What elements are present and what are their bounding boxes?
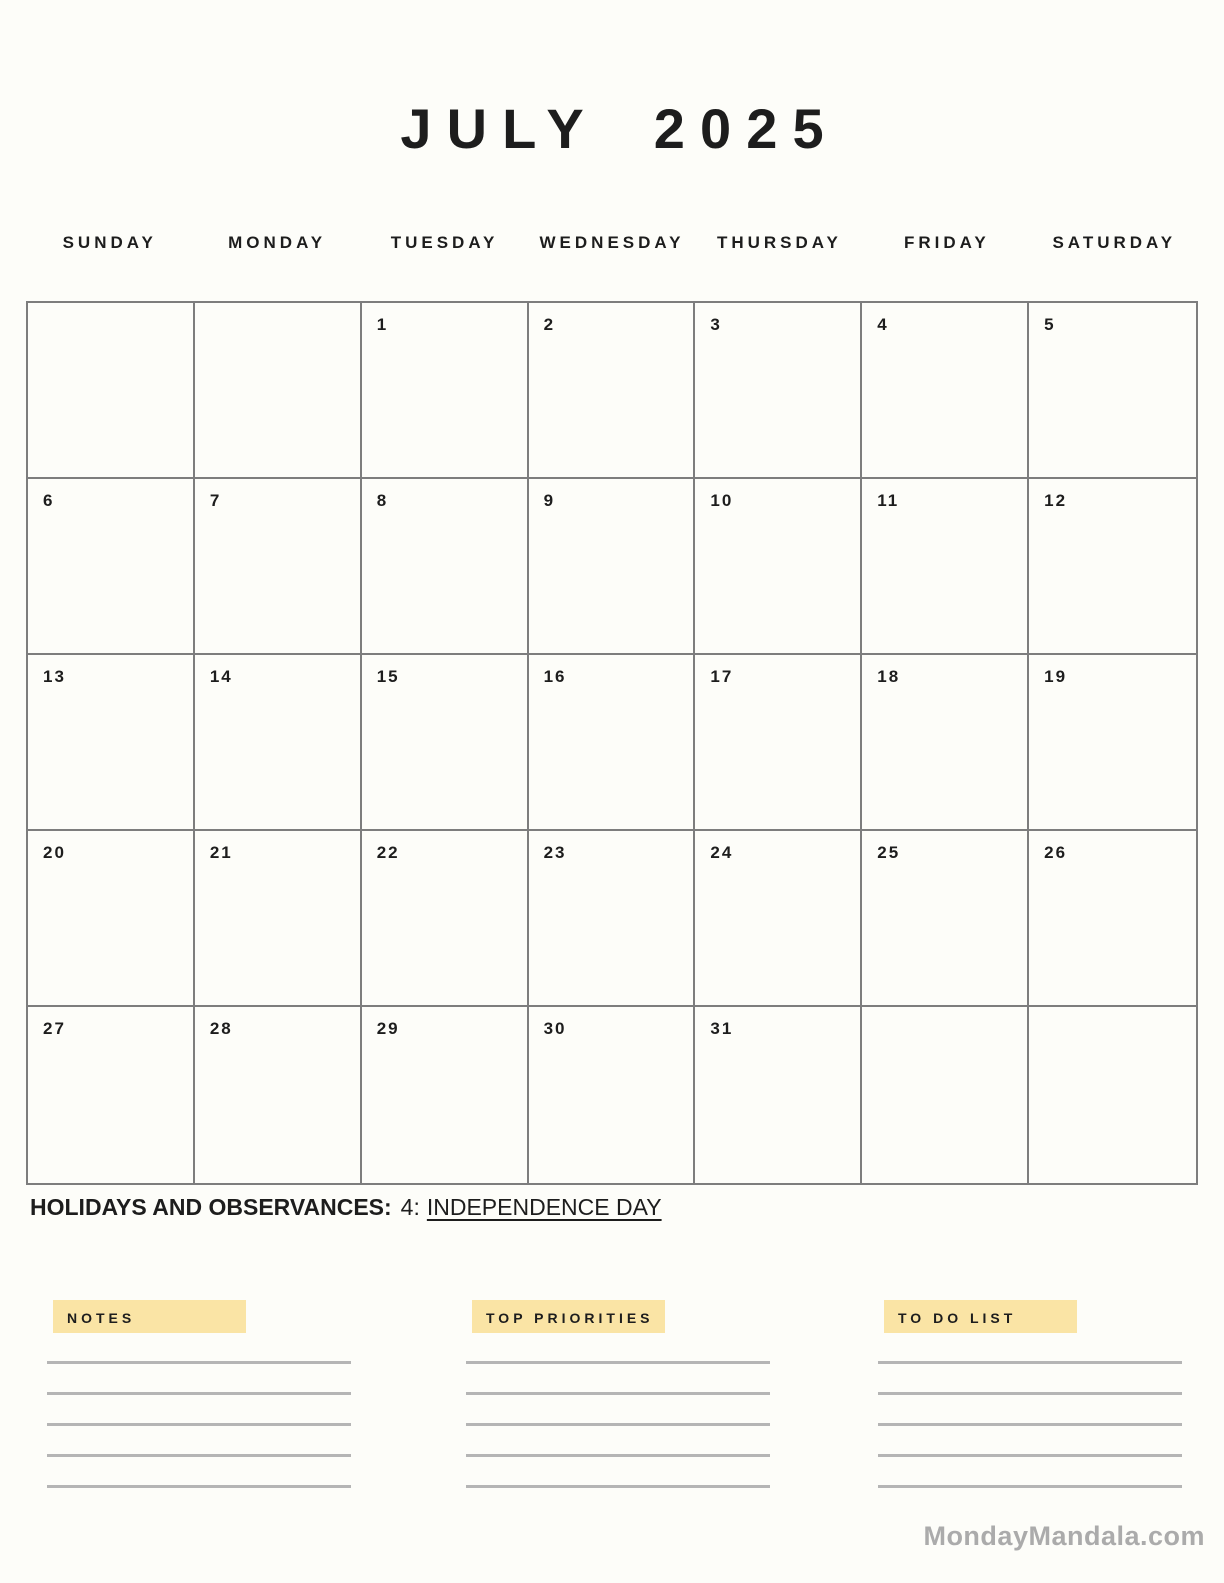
holidays-label: HOLIDAYS AND OBSERVANCES: bbox=[30, 1194, 392, 1220]
section-header: NOTES bbox=[53, 1300, 246, 1333]
writing-line bbox=[466, 1423, 770, 1426]
page-title: JULY 2025 bbox=[400, 97, 839, 160]
section-to-do-list bbox=[878, 1300, 1182, 1488]
day-number: 24 bbox=[710, 843, 734, 862]
calendar-cell-13 bbox=[28, 655, 195, 831]
writing-line bbox=[47, 1361, 351, 1364]
day-header-monday: MONDAY bbox=[228, 233, 327, 252]
calendar-cell-2 bbox=[529, 303, 696, 479]
bottom-sections bbox=[47, 1300, 1182, 1488]
calendar-cell-24 bbox=[695, 831, 862, 1007]
calendar-cell-21 bbox=[195, 831, 362, 1007]
day-number: 11 bbox=[877, 491, 900, 510]
calendar-cell-20 bbox=[28, 831, 195, 1007]
day-number: 1 bbox=[376, 315, 389, 334]
calendar-cell-16 bbox=[529, 655, 696, 831]
calendar-cell-empty bbox=[1029, 1007, 1196, 1183]
writing-line bbox=[466, 1485, 770, 1488]
day-number: 12 bbox=[1044, 491, 1068, 510]
calendar-cell-empty bbox=[195, 303, 362, 479]
writing-line bbox=[878, 1392, 1182, 1395]
day-number: 10 bbox=[710, 491, 734, 510]
day-number: 18 bbox=[877, 667, 901, 686]
day-number: 16 bbox=[543, 667, 567, 686]
calendar-cell-15 bbox=[362, 655, 529, 831]
day-number: 6 bbox=[43, 491, 55, 510]
holiday-entry-prefix: 4: bbox=[400, 1194, 420, 1220]
section-header: TOP PRIORITIES bbox=[472, 1300, 665, 1333]
day-number: 7 bbox=[209, 491, 222, 510]
section-header: TO DO LIST bbox=[884, 1300, 1077, 1333]
calendar-cell-11 bbox=[862, 479, 1029, 655]
day-number: 8 bbox=[376, 491, 389, 510]
holiday-entry-name: INDEPENDENCE DAY bbox=[426, 1194, 662, 1220]
day-number: 19 bbox=[1044, 667, 1068, 686]
day-number: 28 bbox=[209, 1019, 233, 1038]
day-header-sunday: SUNDAY bbox=[62, 233, 157, 252]
day-number: 5 bbox=[1044, 315, 1056, 334]
calendar-cell-6 bbox=[28, 479, 195, 655]
writing-line bbox=[878, 1423, 1182, 1426]
section-top-priorities bbox=[466, 1300, 770, 1488]
day-number: 3 bbox=[710, 315, 722, 334]
watermark: MondayMandala.com bbox=[923, 1521, 1205, 1551]
calendar-cell-5 bbox=[1029, 303, 1196, 479]
day-number: 15 bbox=[376, 667, 400, 686]
section-notes bbox=[47, 1300, 351, 1488]
day-number: 17 bbox=[710, 667, 734, 686]
calendar-grid bbox=[26, 301, 1198, 1185]
day-number: 4 bbox=[877, 315, 889, 334]
day-number: 26 bbox=[1044, 843, 1068, 862]
day-header-saturday: SATURDAY bbox=[1052, 233, 1177, 252]
day-number: 25 bbox=[877, 843, 901, 862]
writing-line bbox=[47, 1423, 351, 1426]
calendar-cell-17 bbox=[695, 655, 862, 831]
calendar-cell-7 bbox=[195, 479, 362, 655]
calendar-cell-18 bbox=[862, 655, 1029, 831]
calendar-cell-27 bbox=[28, 1007, 195, 1183]
calendar-cell-empty bbox=[862, 1007, 1029, 1183]
day-header-wednesday: WEDNESDAY bbox=[539, 233, 685, 252]
day-number: 29 bbox=[376, 1019, 400, 1038]
calendar-cell-10 bbox=[695, 479, 862, 655]
calendar-cell-30 bbox=[529, 1007, 696, 1183]
calendar-cell-3 bbox=[695, 303, 862, 479]
writing-line bbox=[466, 1392, 770, 1395]
holidays-line bbox=[30, 1194, 662, 1221]
calendar-cell-19 bbox=[1029, 655, 1196, 831]
calendar-cell-12 bbox=[1029, 479, 1196, 655]
day-number: 20 bbox=[43, 843, 66, 862]
writing-line bbox=[878, 1485, 1182, 1488]
day-header-thursday: THURSDAY bbox=[716, 233, 842, 252]
calendar-cell-1 bbox=[362, 303, 529, 479]
calendar-cell-31 bbox=[695, 1007, 862, 1183]
calendar-cell-26 bbox=[1029, 831, 1196, 1007]
day-header-friday: FRIDAY bbox=[903, 233, 990, 252]
calendar-cell-22 bbox=[362, 831, 529, 1007]
calendar-cell-9 bbox=[529, 479, 696, 655]
day-number: 2 bbox=[543, 315, 556, 334]
day-number: 27 bbox=[43, 1019, 66, 1038]
day-number: 30 bbox=[543, 1019, 567, 1038]
calendar-cell-28 bbox=[195, 1007, 362, 1183]
day-header-row bbox=[26, 233, 1198, 253]
calendar-cell-23 bbox=[529, 831, 696, 1007]
day-number: 22 bbox=[376, 843, 400, 862]
writing-line bbox=[47, 1454, 351, 1457]
calendar-cell-25 bbox=[862, 831, 1029, 1007]
day-number: 21 bbox=[209, 843, 233, 862]
writing-line bbox=[47, 1485, 351, 1488]
writing-line bbox=[878, 1454, 1182, 1457]
day-number: 13 bbox=[43, 667, 66, 686]
writing-line bbox=[47, 1392, 351, 1395]
writing-line bbox=[466, 1454, 770, 1457]
writing-line bbox=[878, 1361, 1182, 1364]
day-number: 14 bbox=[209, 667, 233, 686]
calendar-cell-14 bbox=[195, 655, 362, 831]
calendar-cell-empty bbox=[28, 303, 195, 479]
day-number: 31 bbox=[710, 1019, 734, 1038]
day-header-tuesday: TUESDAY bbox=[390, 233, 499, 252]
calendar-cell-8 bbox=[362, 479, 529, 655]
writing-line bbox=[466, 1361, 770, 1364]
calendar-cell-29 bbox=[362, 1007, 529, 1183]
day-number: 9 bbox=[543, 491, 556, 510]
calendar-cell-4 bbox=[862, 303, 1029, 479]
day-number: 23 bbox=[543, 843, 567, 862]
